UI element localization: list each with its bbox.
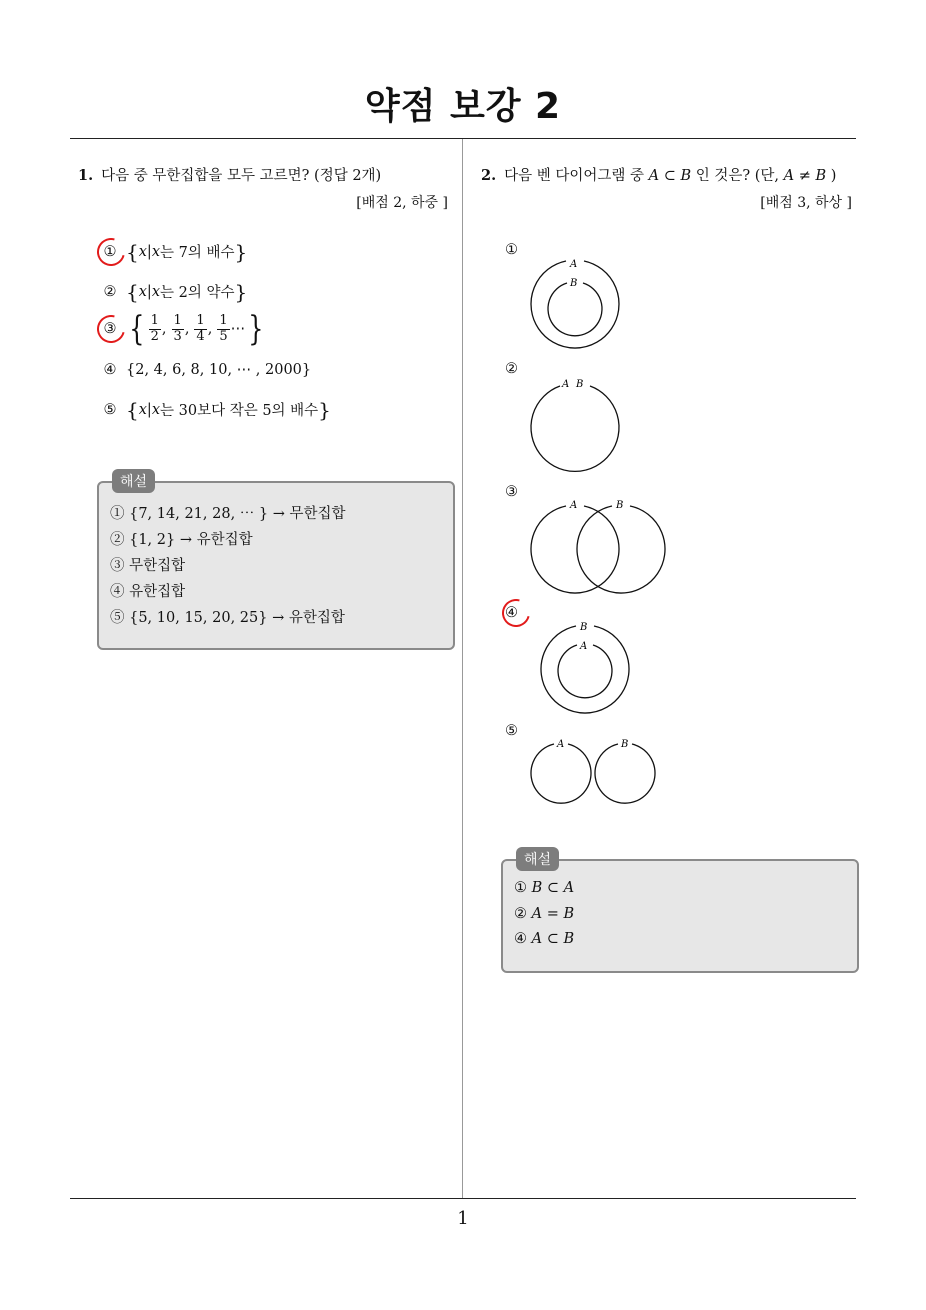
option-text: 는 30보다 작은 5의 배수 [160, 403, 319, 419]
q2-option-5-mark[interactable]: ⑤ [505, 723, 518, 739]
var-x: x [151, 243, 160, 260]
q2-stem [481, 164, 836, 185]
selected-circle-icon [92, 310, 130, 348]
option-mark: ① [100, 244, 120, 260]
set-b-circle [577, 506, 665, 593]
fraction: $\frac{1}{4}$ [196, 313, 205, 344]
top-rule [70, 138, 856, 139]
q2-text-end: ) [826, 168, 837, 184]
bar: | [146, 243, 152, 260]
q2-option-2-mark[interactable]: ② [505, 361, 518, 377]
q1-solution-line-1: ① {7, 14, 21, 28, ⋯ } → 무한집합 [110, 506, 346, 522]
set-outer-circle [531, 261, 619, 348]
set-label-a: A [562, 379, 570, 390]
var-x: x [138, 243, 147, 260]
q2-option-4-mark[interactable]: ④ [505, 605, 518, 621]
left-brace: { [126, 239, 139, 264]
q1-solution-line-2: ② {1, 2} → 유한집합 [110, 532, 253, 548]
left-brace: { [126, 397, 139, 422]
var-x: x [151, 401, 160, 418]
set-a-circle [531, 506, 619, 593]
column-divider [462, 139, 463, 1198]
page-number: 1 [457, 1208, 469, 1229]
right-brace: } [234, 279, 248, 304]
set-label-inner: A [580, 641, 588, 652]
q2-condition: A ≠ B [783, 168, 827, 184]
q1-option-4[interactable] [100, 362, 311, 378]
q1-meta: [배점 2, 하중 ] [356, 195, 448, 211]
q2-option-2-venn[interactable] [520, 372, 630, 477]
q1-solution-line-3: ③ 무한집합 [110, 558, 186, 574]
set-a-circle [531, 744, 591, 803]
option-mark: ② [103, 283, 117, 300]
set-label-inner: B [570, 278, 578, 289]
q1-solution-line-4: ④ 유한집합 [110, 584, 186, 600]
fraction: $\frac{1}{2}$ [150, 313, 159, 344]
right-brace: } [248, 309, 264, 349]
q1-option-1[interactable] [100, 241, 247, 262]
set-label-b: B [576, 379, 584, 390]
bar: | [146, 401, 152, 418]
q2-solution-tag: 해설 [516, 847, 559, 871]
q1-option-5[interactable] [100, 399, 331, 420]
set-label-b: B [621, 739, 629, 750]
q1-number: 1. [78, 167, 94, 184]
q1-text: 다음 중 무한집합을 모두 고르면? (정답 2개) [101, 168, 382, 184]
q2-solution-line-1: ① B ⊂ A [514, 880, 575, 896]
option-text: {2, 4, 6, 8, 10, ⋯ , 2000} [126, 362, 312, 378]
q2-option-3-venn[interactable] [520, 495, 675, 600]
set-label-b: B [616, 500, 624, 511]
q1-option-3[interactable]: ③ { $\frac{1}{2}$ , $\frac{1}{3}$ , $\frac{1}{4}$ , $\frac{1}{5}$ ⋯ } [100, 312, 267, 346]
right-brace: } [318, 397, 331, 422]
right-brace: } [234, 239, 248, 264]
left-brace: { [129, 309, 145, 349]
set-label-a: A [570, 500, 578, 511]
selected-circle-icon [92, 232, 130, 270]
q2-option-1-venn[interactable] [520, 250, 630, 355]
q1-solution-tag: 해설 [112, 469, 155, 493]
q2-solution-line-3: ④ A ⊂ B [514, 931, 575, 947]
q2-meta: [배점 3, 하상 ] [760, 195, 852, 211]
q1-stem [78, 164, 381, 185]
set-circle [531, 386, 619, 471]
set-inner-circle [548, 283, 602, 336]
set-label-outer: A [570, 259, 578, 270]
q2-text: 다음 벤 다이어그램 중 [504, 168, 649, 184]
q2-option-3-mark[interactable]: ③ [505, 484, 518, 500]
q2-number: 2. [481, 167, 497, 184]
set-inner-circle [558, 645, 612, 698]
q1-solution-line-5: ⑤ {5, 10, 15, 20, 25} → 유한집합 [110, 610, 345, 626]
q2-relation: A ⊂ B [648, 168, 692, 184]
var-x: x [138, 283, 147, 300]
fraction: $\frac{1}{3}$ [173, 313, 182, 344]
q2-option-1-mark[interactable]: ① [505, 242, 518, 258]
set-label-outer: B [580, 622, 588, 633]
option-mark: ⑤ [103, 401, 117, 418]
var-x: x [138, 401, 147, 418]
q2-option-5-venn[interactable] [520, 735, 665, 810]
bottom-rule [70, 1198, 856, 1199]
option-mark: ③ [100, 321, 120, 337]
q2-option-4-venn[interactable] [530, 615, 640, 720]
set-label-a: A [557, 739, 565, 750]
q2-text-cont: 인 것은? (단, [691, 168, 784, 184]
bar: | [146, 283, 152, 300]
option-mark: ④ [103, 362, 117, 378]
q1-option-2[interactable] [100, 281, 247, 302]
q2-solution-line-2: ② A = B [514, 906, 575, 922]
set-b-circle [595, 744, 655, 803]
left-brace: { [126, 279, 139, 304]
page-title: 약점 보강 2 [364, 86, 562, 127]
set-outer-circle [541, 626, 629, 713]
ellipsis: ⋯ [230, 321, 246, 337]
var-x: x [151, 283, 160, 300]
option-text: 는 7의 배수 [160, 245, 235, 261]
fraction: $\frac{1}{5}$ [219, 313, 228, 344]
option-text: 는 2의 약수 [160, 285, 235, 301]
